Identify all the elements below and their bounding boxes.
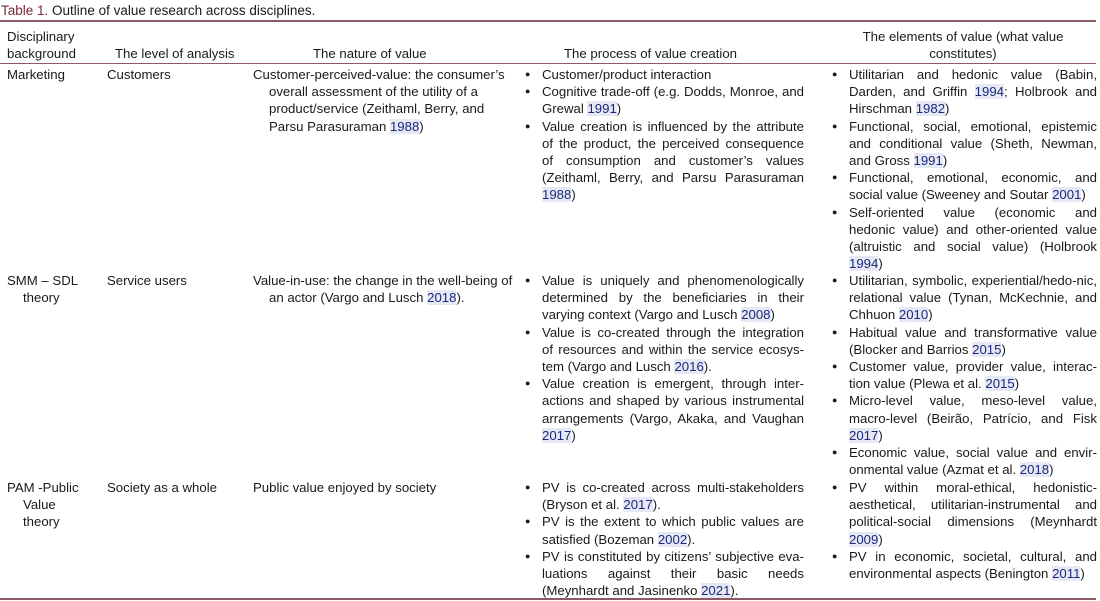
header-level [115, 24, 255, 62]
row1-level: Customers [107, 67, 171, 82]
citation-link[interactable]: 2015 [972, 341, 1002, 357]
item-end: ) [571, 427, 576, 443]
list-item [522, 66, 804, 83]
item-end: ) [945, 101, 950, 117]
item-end: ). [687, 531, 696, 547]
item-text: PV in economic, societal, cultural, and environmental aspects (Benington [849, 548, 1097, 582]
citation-link[interactable]: 1988 [542, 187, 572, 203]
table-title: Outline of value research across disciplines. [48, 3, 316, 18]
item-text: PV is the extent to which public values are satisfied (Bozeman [542, 514, 804, 547]
citation-link[interactable]: 1994 [974, 84, 1005, 100]
citation-link[interactable]: 2018 [1019, 462, 1050, 478]
header-elements-line2: constitutes) [929, 45, 997, 61]
citation-link[interactable]: 1991 [587, 101, 617, 117]
bottom-rule [0, 598, 1096, 600]
nature-end: ). [456, 290, 465, 306]
list-item [522, 479, 804, 513]
item-text: Value is co-created through the integration of resources and within the service ecosys-tem (Vargo and Lusch [542, 324, 804, 375]
item-end: ). [652, 497, 661, 513]
item-end: ). [703, 359, 712, 375]
citation-link[interactable]: 2016 [674, 359, 704, 375]
header-elements-line1: The elements of value (what value [862, 28, 1064, 44]
header-process-text: The process of value creation [564, 45, 737, 61]
nature-text: Customer-perceived-value: the consumer’s overall assessment of the utility of a product/service (Zeithaml, Berry, and Parsu Parasuraman [253, 67, 505, 134]
top-rule [0, 20, 1096, 22]
row3-discipline: PAM -Public Value theory [7, 480, 79, 530]
item-text: Functional, social, emotional, epistemic and conditional value (Sheth, Newman, and Gross [849, 118, 1097, 169]
row3-nature [253, 479, 498, 496]
item-end: ) [878, 256, 883, 272]
list-item [829, 358, 1097, 392]
nature-end: ) [419, 118, 424, 134]
row1-process-list [522, 66, 804, 204]
item-end: ) [571, 187, 576, 203]
item-end: ) [1001, 341, 1006, 357]
list-item [829, 272, 1097, 324]
item-end: ) [770, 307, 775, 323]
header-nature [313, 24, 513, 62]
table-caption [1, 2, 315, 19]
item-end: ) [1049, 462, 1054, 478]
citation-link[interactable]: 2017 [623, 497, 653, 513]
item-end: ) [878, 427, 883, 443]
list-item [522, 272, 804, 324]
header-level-text: The level of analysis [115, 45, 235, 61]
citation-link[interactable]: 1982 [915, 101, 946, 117]
item-end: ). [730, 583, 739, 599]
list-item [829, 324, 1097, 358]
item-text: Value creation is influenced by the attribute of the product, the perceived consequence of consumption and customer’s values (Zeithaml, Berry, and Parsu Parasuraman [542, 118, 804, 186]
item-text: Value is uniquely and phenomenologically determined by the beneficiaries in their varying context (Vargo and Lusch [542, 273, 804, 323]
item-text: Utilitarian, symbolic, experiential/hedo-nic, relational value (Tynan, McKechnie, and Chhuon [849, 273, 1097, 323]
nature-text: Public value enjoyed by society [253, 480, 437, 495]
citation-link[interactable]: 2002 [657, 531, 688, 547]
citation-link[interactable]: 2021 [701, 583, 731, 599]
list-item [829, 66, 1097, 118]
list-item [522, 118, 804, 204]
citation-link[interactable]: 2011 [1052, 566, 1081, 582]
citation-link[interactable]: 2001 [1052, 187, 1082, 203]
list-item [522, 83, 804, 117]
item-end: ) [942, 153, 948, 169]
nature-text: Value-in-use: the change in the well-being of an actor (Vargo and Lusch [253, 273, 513, 306]
item-end: ) [928, 307, 933, 323]
citation-link[interactable]: 1991 [913, 153, 943, 169]
item-text: Economic value, social value and envir-onmental value (Azmat et al. [849, 445, 1097, 478]
item-text: PV is constituted by citizens’ subjective eva-luations against their basic needs (Meynhardt and Jasinenko [542, 548, 804, 599]
citation-link[interactable]: 2010 [898, 307, 929, 323]
header-nature-text: The nature of value [313, 45, 427, 61]
table-label: Table 1. [1, 3, 49, 18]
citation-link[interactable]: 2017 [542, 427, 572, 443]
header-elements [829, 24, 1097, 62]
row1-nature [253, 66, 514, 135]
citation-link[interactable]: 2017 [849, 427, 879, 443]
citation-link[interactable]: 1988 [389, 118, 420, 134]
list-item [829, 444, 1097, 478]
citation-link[interactable]: 2015 [985, 376, 1015, 392]
list-item [829, 392, 1097, 444]
item-end: ) [1081, 187, 1086, 203]
item-end: ) [878, 531, 883, 547]
row1-discipline: Marketing [7, 67, 65, 82]
row2-process-list [522, 272, 804, 444]
item-text: Micro-level value, meso-level value, macro-level (Beirão, Patrício, and Fisk [849, 393, 1097, 426]
list-item [829, 169, 1097, 203]
list-item [829, 479, 1097, 548]
row3-level: Society as a whole [107, 480, 217, 495]
item-end: ) [616, 101, 622, 117]
header-process [564, 24, 804, 62]
citation-link[interactable]: 1994 [849, 256, 879, 272]
item-text: Cognitive trade-off (e.g. Dodds, Monroe, and Grewal [542, 84, 804, 117]
row3-process-list [522, 479, 804, 599]
item-text: Value creation is emergent, through inter-actions and shaped by various instrumental arrangements (Vargo, Akaka, and Vaughan [542, 376, 804, 426]
item-text: Habitual value and transformative value (Blocker and Barrios [849, 324, 1097, 357]
row3-elements-list [829, 479, 1097, 582]
list-item [522, 548, 804, 600]
item-text: Self-oriented value (economic and hedonic value) and other-oriented value (altruistic and social value) (Holbrook [849, 204, 1097, 255]
list-item [522, 324, 804, 376]
row2-elements-list [829, 272, 1097, 478]
row1-elements-list [829, 66, 1097, 272]
list-item [829, 118, 1097, 170]
citation-link[interactable]: 2008 [741, 307, 771, 323]
header-discipline-line1: Disciplinary [7, 28, 75, 44]
row2-nature [253, 272, 514, 306]
item-text: Customer value, provider value, interac-tion value (Plewa et al. [849, 359, 1097, 392]
list-item [829, 548, 1097, 582]
list-item [522, 513, 804, 547]
header-discipline [7, 24, 101, 62]
item-text: PV within moral-ethical, hedonistic-aesthetical, utilitarian-instrumental and political-social dimensions (Meynhardt [849, 480, 1097, 530]
row2-level: Service users [107, 273, 187, 288]
header-discipline-line2: background [7, 45, 76, 61]
row2-discipline: SMM – SDL theory [7, 273, 78, 306]
list-item [522, 375, 804, 444]
header-rule [0, 63, 1096, 64]
item-text: Functional, emotional, economic, and social value (Sweeney and Soutar [849, 170, 1097, 203]
item-mid: ; Holbrook and Hirschman [849, 84, 1097, 117]
item-text: Customer/product interaction [542, 67, 712, 82]
item-end: ) [1080, 566, 1085, 582]
citation-link[interactable]: 2009 [849, 531, 879, 547]
item-end: ) [1014, 376, 1020, 392]
item-text: Utilitarian and hedonic value (Babin, Darden, and Griffin [849, 67, 1097, 100]
list-item [829, 204, 1097, 273]
item-text: PV is co-created across multi-stakeholders (Bryson et al. [542, 480, 804, 513]
citation-link[interactable]: 2018 [427, 290, 457, 306]
